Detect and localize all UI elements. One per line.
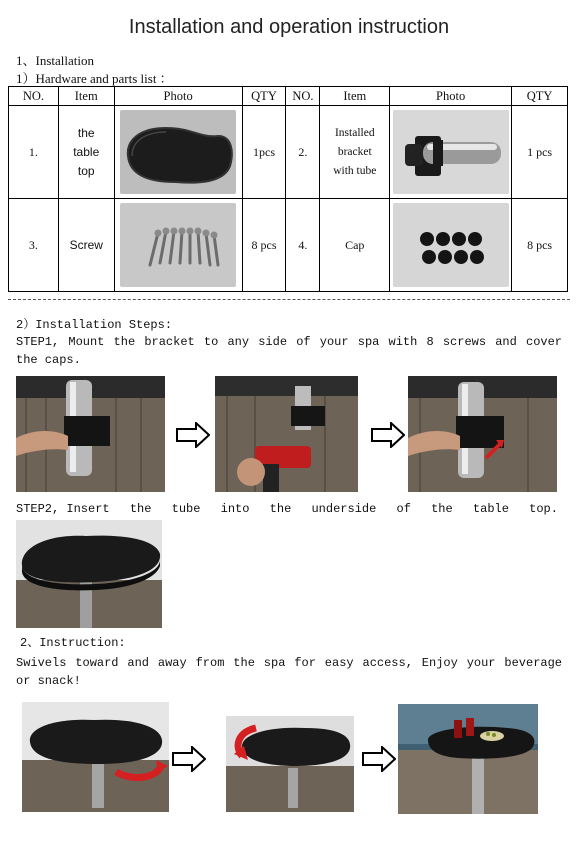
screws-photo — [120, 203, 236, 287]
instruction-photo-swivel-1 — [22, 702, 169, 812]
header-item-2: Item — [320, 87, 390, 106]
section-divider — [8, 299, 570, 300]
item-line: the — [77, 125, 95, 140]
row1-item — [58, 106, 114, 199]
section-installation: 1、Installation — [16, 53, 94, 68]
item-line: Cap — [345, 237, 365, 252]
row1-qty: 1pcs — [242, 106, 286, 199]
step2-photo-table-top-installed — [16, 520, 162, 628]
step2-word: STEP2, Insert — [16, 502, 110, 516]
step2-word: the — [129, 502, 152, 516]
step2-text — [16, 502, 558, 516]
table-top-photo — [120, 110, 236, 194]
installation-steps-heading: 2）Installation Steps: — [16, 318, 173, 332]
step2-word: the — [431, 502, 453, 516]
step1-photo-drill — [215, 376, 358, 492]
row1-qty-2: 1 pcs — [512, 106, 568, 199]
item-line: Installed — [334, 126, 375, 139]
row2-photo — [114, 199, 242, 292]
row1-no: 1. — [9, 106, 59, 199]
step2-word: underside — [311, 502, 377, 516]
instruction-photo-swivel-2 — [226, 716, 354, 812]
row1-photo-2 — [390, 106, 512, 199]
subsection-parts-list: 1）Hardware and parts list ： — [16, 71, 173, 86]
item-line: table — [73, 144, 100, 159]
header-photo-2: Photo — [390, 87, 512, 106]
arrow-right-icon — [176, 422, 210, 448]
header-qty-2: QTY — [512, 87, 568, 106]
caps-photo — [393, 203, 509, 287]
arrow-right-icon — [172, 746, 206, 772]
instruction-photo-beverage — [398, 704, 538, 814]
document-title: Installation and operation instruction — [128, 16, 450, 38]
step2-word: table — [472, 502, 509, 516]
row2-item — [58, 199, 114, 292]
header-qty: QTY — [242, 87, 286, 106]
table-row — [9, 199, 568, 292]
item-line: Screw — [69, 238, 103, 252]
row2-qty-2: 8 pcs — [512, 199, 568, 292]
instruction-text: Swivels toward and away from the spa for easy access, Enjoy your beverage or snack! — [16, 656, 562, 688]
parts-table — [8, 86, 568, 292]
arrow-right-icon — [362, 746, 396, 772]
header-no-2: NO. — [286, 87, 320, 106]
step2-word: tube — [171, 502, 201, 516]
table-header-row — [9, 87, 568, 106]
step2-word: top. — [529, 502, 558, 516]
header-no: NO. — [9, 87, 59, 106]
row2-item-2 — [320, 199, 390, 292]
step2-word: the — [269, 502, 292, 516]
row2-photo-2 — [390, 199, 512, 292]
row1-photo — [114, 106, 242, 199]
header-item: Item — [58, 87, 114, 106]
row2-qty: 8 pcs — [242, 199, 286, 292]
arrow-right-icon — [371, 422, 405, 448]
section-instruction: 2、Instruction: — [20, 636, 126, 650]
step1-photo-hand-bracket — [16, 376, 165, 492]
step2-word: into — [220, 502, 250, 516]
item-line: with tube — [333, 164, 377, 177]
row2-no: 3. — [9, 199, 59, 292]
row2-no-2: 4. — [286, 199, 320, 292]
item-line: top — [77, 163, 95, 178]
table-row — [9, 106, 568, 199]
step2-word: of — [396, 502, 411, 516]
item-line: bracket — [337, 145, 372, 158]
step1-photo-caps-covered — [408, 376, 557, 492]
header-photo: Photo — [114, 87, 242, 106]
row1-item-2 — [320, 106, 390, 199]
row1-no-2: 2. — [286, 106, 320, 199]
bracket-tube-photo — [393, 110, 509, 194]
step1-text: STEP1, Mount the bracket to any side of your spa with 8 screws and cover the caps. — [16, 335, 562, 367]
